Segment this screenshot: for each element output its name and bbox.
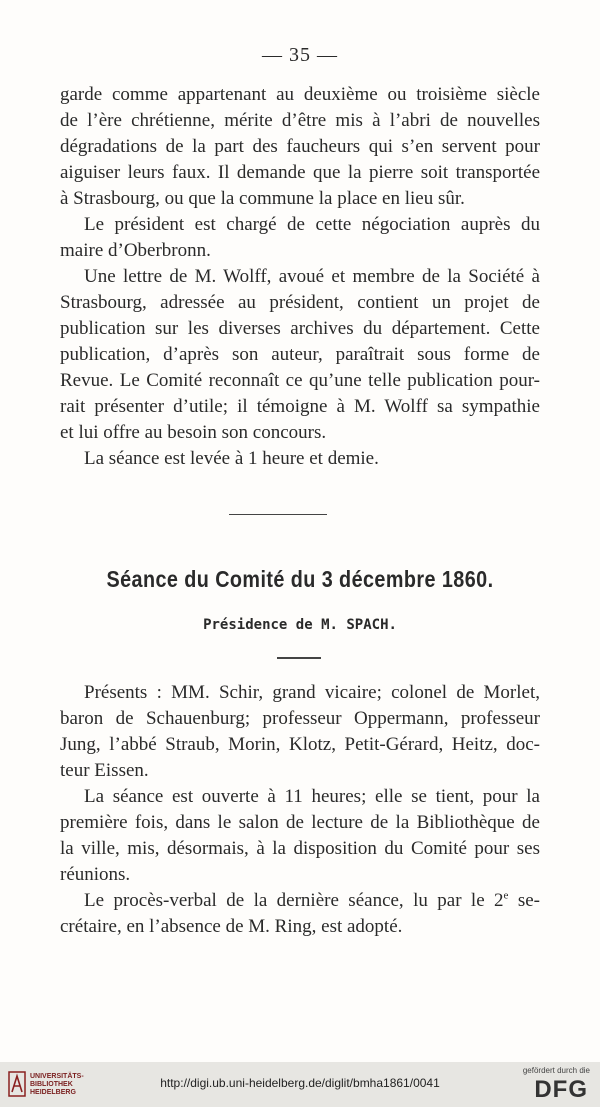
text-line: Présents : MM. Schir, grand vicaire; colonel de Morlet, [84,682,540,703]
paragraph-2 [60,212,540,264]
text-line: et lui offre au besoin son concours. [60,422,327,443]
superscript: e [503,889,509,902]
paragraph-3 [60,264,540,446]
presidency-line: Présidence de M. SPACH. [203,617,397,633]
short-rule [277,657,321,659]
text-line: publication, d’après son auteur, paraîtrait sous forme de [60,344,540,365]
text-line [60,888,540,914]
text-line: Strasbourg, adressée au président, contient un projet de [60,292,540,313]
text-line: à Strasbourg, ou que la commune la place en lieu sûr. [60,188,465,209]
text-line: première fois, dans le salon de lecture de la Bibliothèque de [60,812,540,833]
text-segment: Le procès-verbal de la dernière séance, lu par le 2 [84,890,504,911]
section-heading: Séance du Comité du 3 décembre 1860. [106,566,494,592]
viewer-footer [0,1062,600,1107]
library-name-line: BIBLIOTHEK [30,1081,73,1088]
text-line: Le président est chargé de cette négociation auprès du [84,214,540,235]
dfg-logo: DFG [534,1076,588,1103]
paragraph-4 [60,446,540,472]
text-line: rait présenter d’utile; il témoigne à M. Wolff sa sympathie [60,396,540,417]
text-line: de l’ère chrétienne, mérite d’être mis à l’abri de nouvelles [60,110,540,131]
text-line: maire d’Oberbronn. [60,240,211,261]
library-name-line: HEIDELBERG [30,1089,76,1096]
text-line: teur Eissen. [60,760,149,781]
text-line: garde comme appartenant au deuxième ou troisième siècle [60,84,540,105]
text-line: aiguiser leurs faux. Il demande que la pierre soit transportée [60,162,540,183]
paragraph-5 [60,680,540,784]
text-line: réunions. [60,864,131,885]
paragraph-6 [60,784,540,888]
text-line: crétaire, en l’absence de M. Ring, est adopté. [60,916,403,937]
paragraph-1 [60,82,540,212]
text-line: Une lettre de M. Wolff, avoué et membre de la Société à [84,266,540,287]
paragraph-7 [60,888,540,940]
funder-label: gefördert durch die [522,1066,590,1075]
text-line: publication sur les diverses archives du département. Cette [60,318,540,339]
text-line: Jung, l’abbé Straub, Morin, Klotz, Petit-Gérard, Heitz, doc- [60,734,540,755]
text-line: la ville, mis, désormais, à la disposition du Comité pour ses [60,838,540,859]
permalink-url[interactable]: http://digi.ub.uni-heidelberg.de/diglit/bmha1861/0041 [160,1076,440,1090]
library-name-line: UNIVERSITÄTS- [30,1073,84,1080]
text-segment: se- [508,890,540,911]
page-number: — 35 — [262,44,338,66]
text-line: dégradations de la part des faucheurs qui s’en servent pour [60,136,540,157]
text-line: baron de Schauenburg; professeur Oppermann, professeur [60,708,540,729]
text-line: Revue. Le Comité reconnaît ce qu’une telle publication pour- [60,370,540,391]
text-line: La séance est ouverte à 11 heures; elle se tient, pour la [84,786,540,807]
separator-rule [229,514,327,515]
text-line: La séance est levée à 1 heure et demie. [84,448,379,469]
